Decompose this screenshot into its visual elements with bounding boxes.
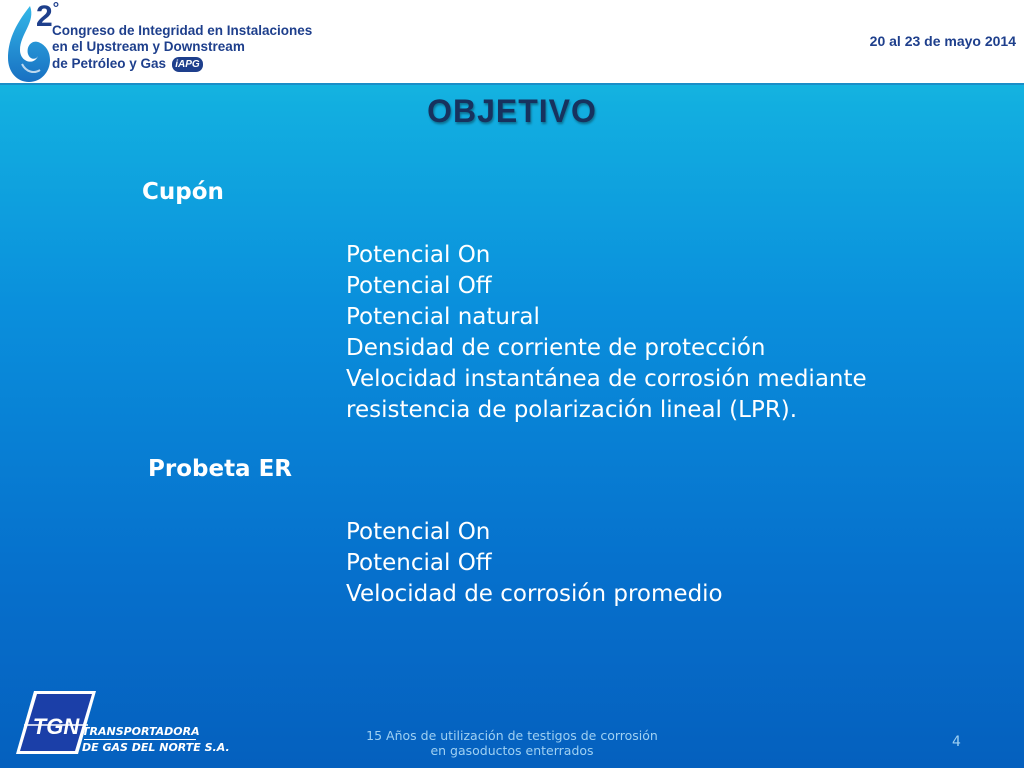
cupon-items-list bbox=[346, 240, 867, 426]
slide-header bbox=[0, 0, 1024, 85]
iapg-badge: iAPG bbox=[172, 57, 203, 72]
company-name-line-1: TRANSPORTADORA bbox=[82, 725, 200, 738]
congress-title-line-2: en el Upstream y Downstream bbox=[52, 39, 245, 54]
company-name-line-2: DE GAS DEL NORTE S.A. bbox=[82, 741, 230, 754]
list-item: Potencial Off bbox=[346, 273, 492, 299]
footer-note bbox=[362, 728, 662, 758]
congress-edition-number: 2° bbox=[36, 0, 60, 33]
list-item: Potencial natural bbox=[346, 304, 540, 330]
slide-title: OBJETIVO bbox=[427, 93, 597, 129]
list-item: Potencial On bbox=[346, 242, 491, 268]
congress-title-line-3: de Petróleo y Gas bbox=[52, 56, 167, 71]
footer-note-line-2: en gasoductos enterrados bbox=[430, 743, 594, 758]
tgn-logo-text: TGN bbox=[32, 714, 80, 739]
congress-title-line-1: Congreso de Integridad en Instalaciones bbox=[52, 23, 313, 38]
congress-date: 20 al 23 de mayo 2014 bbox=[869, 33, 1016, 49]
list-item: Potencial Off bbox=[346, 550, 492, 576]
probeta-er-items-list bbox=[346, 517, 723, 610]
section-heading-cupon: Cupón bbox=[142, 179, 224, 205]
list-item: Velocidad instantánea de corrosión mediante bbox=[346, 366, 867, 392]
list-item: Potencial On bbox=[346, 519, 491, 545]
company-name-divider bbox=[84, 739, 196, 740]
list-item: resistencia de polarización lineal (LPR). bbox=[346, 397, 798, 423]
section-heading-probeta-er: Probeta ER bbox=[148, 456, 293, 482]
page-number: 4 bbox=[952, 734, 961, 750]
footer-note-line-1: 15 Años de utilización de testigos de corrosión bbox=[366, 728, 658, 743]
list-item: Velocidad de corrosión promedio bbox=[346, 581, 723, 607]
list-item: Densidad de corriente de protección bbox=[346, 335, 766, 361]
